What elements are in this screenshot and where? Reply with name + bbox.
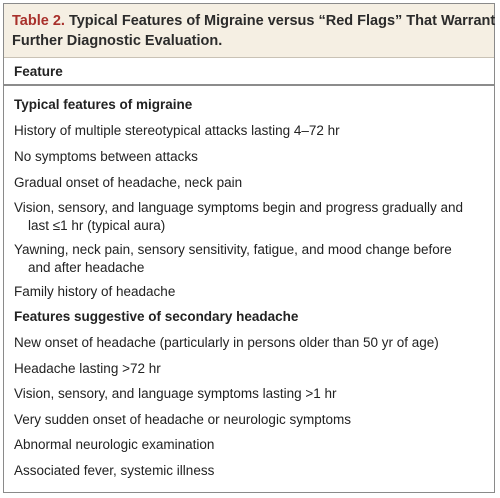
table-title-text: Typical Features of Migraine versus “Red Flags” That Warrant <box>64 13 496 29</box>
table-title-line-1 <box>12 12 495 30</box>
table-row-line: Yawning, neck pain, sensory sensitivity, fatigue, and mood change before <box>14 242 452 257</box>
table-row: Abnormal neurologic examination <box>14 437 215 452</box>
table-row-continuation: and after headache <box>28 260 145 275</box>
table-title-line-2: Further Diagnostic Evaluation. <box>12 33 223 49</box>
table-label: Table 2. <box>12 13 65 29</box>
table-title-band <box>4 4 494 58</box>
table-row: Family history of headache <box>14 284 176 299</box>
column-header-band <box>4 58 494 86</box>
table-row <box>14 241 484 277</box>
table-row-line: Vision, sensory, and language symptoms begin and progress gradually and <box>14 200 464 215</box>
table-row: Vision, sensory, and language symptoms lasting >1 hr <box>14 386 337 401</box>
table-row: History of multiple stereotypical attacks lasting 4–72 hr <box>14 123 340 138</box>
table-row: New onset of headache (particularly in persons older than 50 yr of age) <box>14 335 439 350</box>
table-row: Very sudden onset of headache or neurologic symptoms <box>14 412 351 427</box>
table-row: Headache lasting >72 hr <box>14 361 161 376</box>
table-row: Associated fever, systemic illness <box>14 463 215 478</box>
column-header-feature: Feature <box>14 64 63 79</box>
table-row <box>14 199 484 235</box>
table-row: No symptoms between attacks <box>14 149 198 164</box>
table-row-continuation: last ≤1 hr (typical aura) <box>28 218 166 233</box>
table-row: Gradual onset of headache, neck pain <box>14 175 243 190</box>
table-frame <box>3 3 495 493</box>
section-heading-secondary: Features suggestive of secondary headache <box>14 309 299 324</box>
section-heading-typical: Typical features of migraine <box>14 97 193 112</box>
